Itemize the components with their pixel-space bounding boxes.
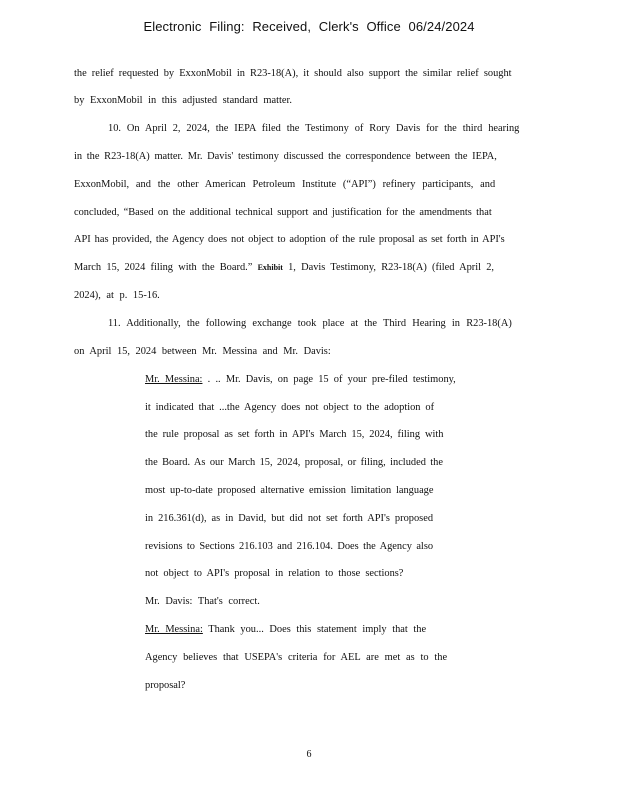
paragraph-11-line-1: 11. Additionally, the following exchange took place at the Third Hearing in R23-18(A) [108,318,512,329]
paragraph-10-line-1: 10. On April 2, 2024, the IEPA filed the Testimony of Rory Davis for the third hearing [108,123,520,134]
quote-line-11: Agency believes that USEPA's criteria for AEL are met as to the [145,652,448,663]
exhibit-label: Exhibit [257,263,283,272]
quote-line-10 [145,624,426,636]
question-2-text: Thank you... Does this statement imply that the [208,624,427,635]
quote-line-4: the Board. As our March 15, 2024, proposal, or filing, included the [145,457,443,468]
citation-text: 1, Davis Testimony, R23-18(A) (filed April 2, [288,262,495,273]
paragraph-10-line-5: API has provided, the Agency does not object to adoption of the rule proposal as set forth in API's [74,234,505,245]
quote-line-2: it indicated that ...the Agency does not object to the adoption of [145,402,435,413]
body-line-1: the relief requested by ExxonMobil in R23-18(A), it should also support the similar relief sought [74,68,512,79]
quote-line-3: the rule proposal as set forth in API's March 15, 2024, filing with [145,429,444,440]
quote-line-7: revisions to Sections 216.103 and 216.104. Does the Agency also [145,541,434,552]
quote-line-5: most up-to-date proposed alternative emission limitation language [145,485,434,496]
paragraph-10-line-6 [74,262,494,274]
quote-line-12: proposal? [145,680,186,691]
paragraph-10-line-2: in the R23-18(A) matter. Mr. Davis' testimony discussed the correspondence between the IEPA, [74,151,497,162]
speaker-messina-2: Mr. Messina: [145,624,203,635]
answer-line: Mr. Davis: That's correct. [145,596,260,607]
paragraph-10-line-4: concluded, “Based on the additional technical support and justification for the amendments that [74,207,492,218]
quote-line-6: in 216.361(d), as in David, but did not set forth API's proposed [145,513,434,524]
paragraph-10-line-3: ExxonMobil, and the other American Petroleum Institute (“API”) refinery participants, and [74,179,496,190]
question-text: . .. Mr. Davis, on page 15 of your pre-filed testimony, [207,374,456,385]
body-line-2: by ExxonMobil in this adjusted standard matter. [74,95,292,106]
electronic-filing-header: Electronic Filing: Received, Clerk's Office 06/24/2024 [143,19,475,34]
paragraph-10-line-7: 2024), at p. 15-16. [74,290,160,301]
quote-line-8: not object to API's proposal in relation to those sections? [145,568,404,579]
quote-line-1 [145,374,456,386]
paragraph-11-line-2: on April 15, 2024 between Mr. Messina and Mr. Davis: [74,346,331,357]
quote-end-text: March 15, 2024 filing with the Board.” [74,262,253,273]
page-number: 6 [306,749,312,760]
speaker-messina: Mr. Messina: [145,374,203,385]
